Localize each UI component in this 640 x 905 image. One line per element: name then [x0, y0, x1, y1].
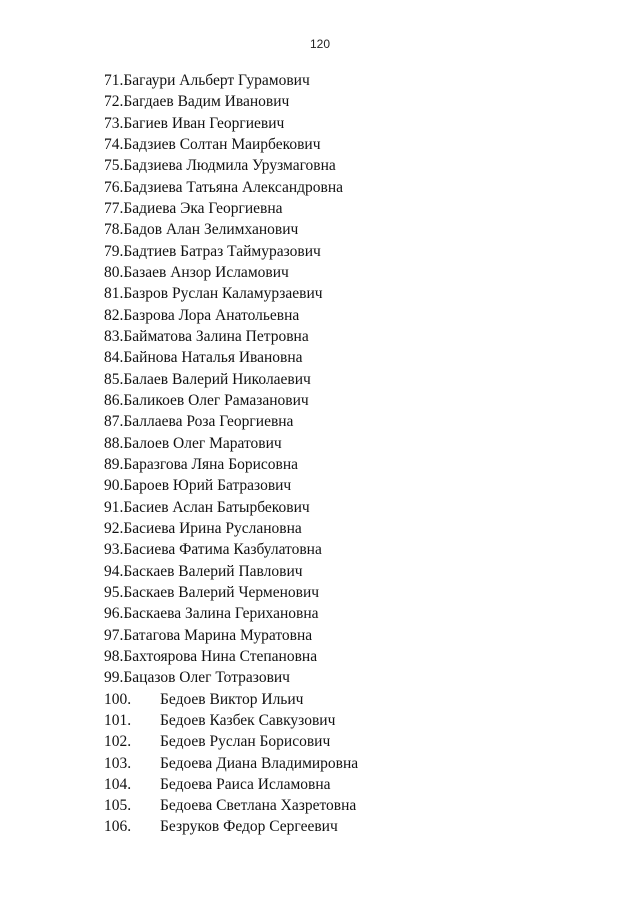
item-name: Бедоева Диана Владимировна	[160, 754, 359, 772]
item-name: Бароев Юрий Батразович	[123, 477, 292, 495]
list-item	[104, 198, 358, 219]
item-number: 82.	[104, 306, 124, 324]
list-item	[104, 433, 358, 454]
item-name: Балаев Валерий Николаевич	[123, 370, 311, 388]
item-name: Байматова Залина Петровна	[123, 327, 309, 345]
list-item	[104, 497, 358, 518]
item-name: Баскаев Валерий Павлович	[123, 562, 303, 580]
item-number: 105.	[104, 797, 132, 815]
item-number: 99.	[104, 669, 124, 687]
list-item	[104, 475, 358, 496]
item-number: 98.	[104, 647, 124, 665]
item-name: Багдаев Вадим Иванович	[123, 93, 290, 111]
list-item	[104, 177, 358, 198]
item-number: 91.	[104, 498, 124, 516]
list-item	[104, 390, 358, 411]
item-number: 74.	[104, 135, 124, 153]
item-name: Бадзиев Солтан Маирбекович	[123, 135, 321, 153]
item-number: 81.	[104, 285, 124, 303]
list-item	[104, 91, 358, 112]
list-item	[104, 816, 358, 837]
item-name: Бедоева Раиса Исламовна	[160, 775, 331, 793]
item-name: Багаури Альберт Гурамович	[123, 72, 310, 89]
item-number: 97.	[104, 626, 124, 644]
item-name: Баскаев Валерий Черменович	[123, 583, 320, 601]
item-number: 89.	[104, 455, 124, 473]
item-number: 78.	[104, 221, 124, 239]
list-item	[104, 326, 358, 347]
list-item	[104, 539, 358, 560]
item-number: 90.	[104, 477, 124, 495]
item-number: 80.	[104, 263, 124, 281]
item-name: Бахтоярова Нина Степановна	[123, 647, 318, 665]
item-name: Балоев Олег Маратович	[123, 434, 282, 452]
item-number: 87.	[104, 413, 124, 431]
item-number: 71.	[104, 72, 124, 89]
list-item	[104, 774, 358, 795]
list-item	[104, 70, 358, 91]
item-number: 101.	[104, 711, 132, 729]
item-number: 88.	[104, 434, 124, 452]
list-item	[104, 305, 358, 326]
item-number: 83.	[104, 327, 124, 345]
item-name: Базрова Лора Анатольевна	[123, 306, 300, 324]
item-name: Багиев Иван Георгиевич	[123, 114, 285, 132]
list-item	[104, 219, 358, 240]
item-number: 94.	[104, 562, 124, 580]
item-name: Базров Руслан Каламурзаевич	[123, 285, 323, 303]
list-item	[104, 753, 358, 774]
item-name: Баразгова Ляна Борисовна	[123, 455, 299, 473]
item-name: Бедоева Светлана Хазретовна	[160, 797, 357, 815]
list-item	[104, 454, 358, 475]
list-item	[104, 646, 358, 667]
item-number: 103.	[104, 754, 132, 772]
item-number: 106.	[104, 818, 132, 836]
item-number: 92.	[104, 519, 124, 537]
item-number: 104.	[104, 775, 132, 793]
item-name: Бадтиев Батраз Таймуразович	[123, 242, 321, 260]
list-item	[104, 625, 358, 646]
name-list	[104, 70, 358, 838]
item-name: Байнова Наталья Ивановна	[123, 349, 303, 367]
item-name: Бадиева Эка Георгиевна	[123, 199, 283, 217]
item-number: 79.	[104, 242, 124, 260]
list-item	[104, 369, 358, 390]
list-item	[104, 795, 358, 816]
list-item	[104, 561, 358, 582]
item-number: 77.	[104, 199, 124, 217]
item-name: Басиева Ирина Руслановна	[123, 519, 302, 537]
item-number: 75.	[104, 157, 124, 175]
list-item	[104, 689, 358, 710]
item-number: 72.	[104, 93, 124, 111]
item-name: Басиева Фатима Казбулатовна	[123, 541, 322, 559]
item-number: 76.	[104, 178, 124, 196]
item-number: 84.	[104, 349, 124, 367]
item-name: Басиев Аслан Батырбекович	[123, 498, 310, 516]
list-item	[104, 518, 358, 539]
list-item	[104, 283, 358, 304]
item-name: Батагова Марина Муратовна	[123, 626, 313, 644]
item-name: Бедоев Казбек Савкузович	[160, 711, 336, 729]
item-number: 93.	[104, 541, 124, 559]
list-item	[104, 731, 358, 752]
item-name: Бадзиева Татьяна Александровна	[123, 178, 344, 196]
list-item	[104, 155, 358, 176]
item-name: Баликоев Олег Рамазанович	[123, 391, 309, 409]
list-item	[104, 262, 358, 283]
item-name: Баллаева Роза Георгиевна	[123, 413, 294, 431]
page-number: 120	[309, 37, 331, 51]
item-number: 102.	[104, 733, 132, 751]
item-name: Баскаева Залина Гериханoвна	[123, 605, 319, 623]
item-number: 86.	[104, 391, 124, 409]
list-item	[104, 411, 358, 432]
item-name: Базаев Анзор Исламович	[123, 263, 289, 281]
list-item	[104, 710, 358, 731]
item-number: 100.	[104, 690, 132, 708]
list-item	[104, 134, 358, 155]
item-name: Безруков Федор Сергеевич	[160, 818, 338, 836]
list-item	[104, 347, 358, 368]
item-number: 95.	[104, 583, 124, 601]
item-name: Бадзиева Людмила Урузмаговна	[123, 157, 336, 175]
item-name: Бедоев Руслан Борисович	[160, 733, 331, 751]
item-name: Бедоев Виктор Ильич	[160, 690, 304, 708]
item-number: 96.	[104, 605, 124, 623]
item-number: 73.	[104, 114, 124, 132]
item-name: Бадов Алан Зелимханович	[123, 221, 299, 239]
item-number: 85.	[104, 370, 124, 388]
list-item	[104, 241, 358, 262]
list-item	[104, 603, 358, 624]
item-name: Бацазов Олег Тотразович	[123, 669, 290, 687]
list-item	[104, 667, 358, 688]
list-item	[104, 582, 358, 603]
list-item	[104, 113, 358, 134]
